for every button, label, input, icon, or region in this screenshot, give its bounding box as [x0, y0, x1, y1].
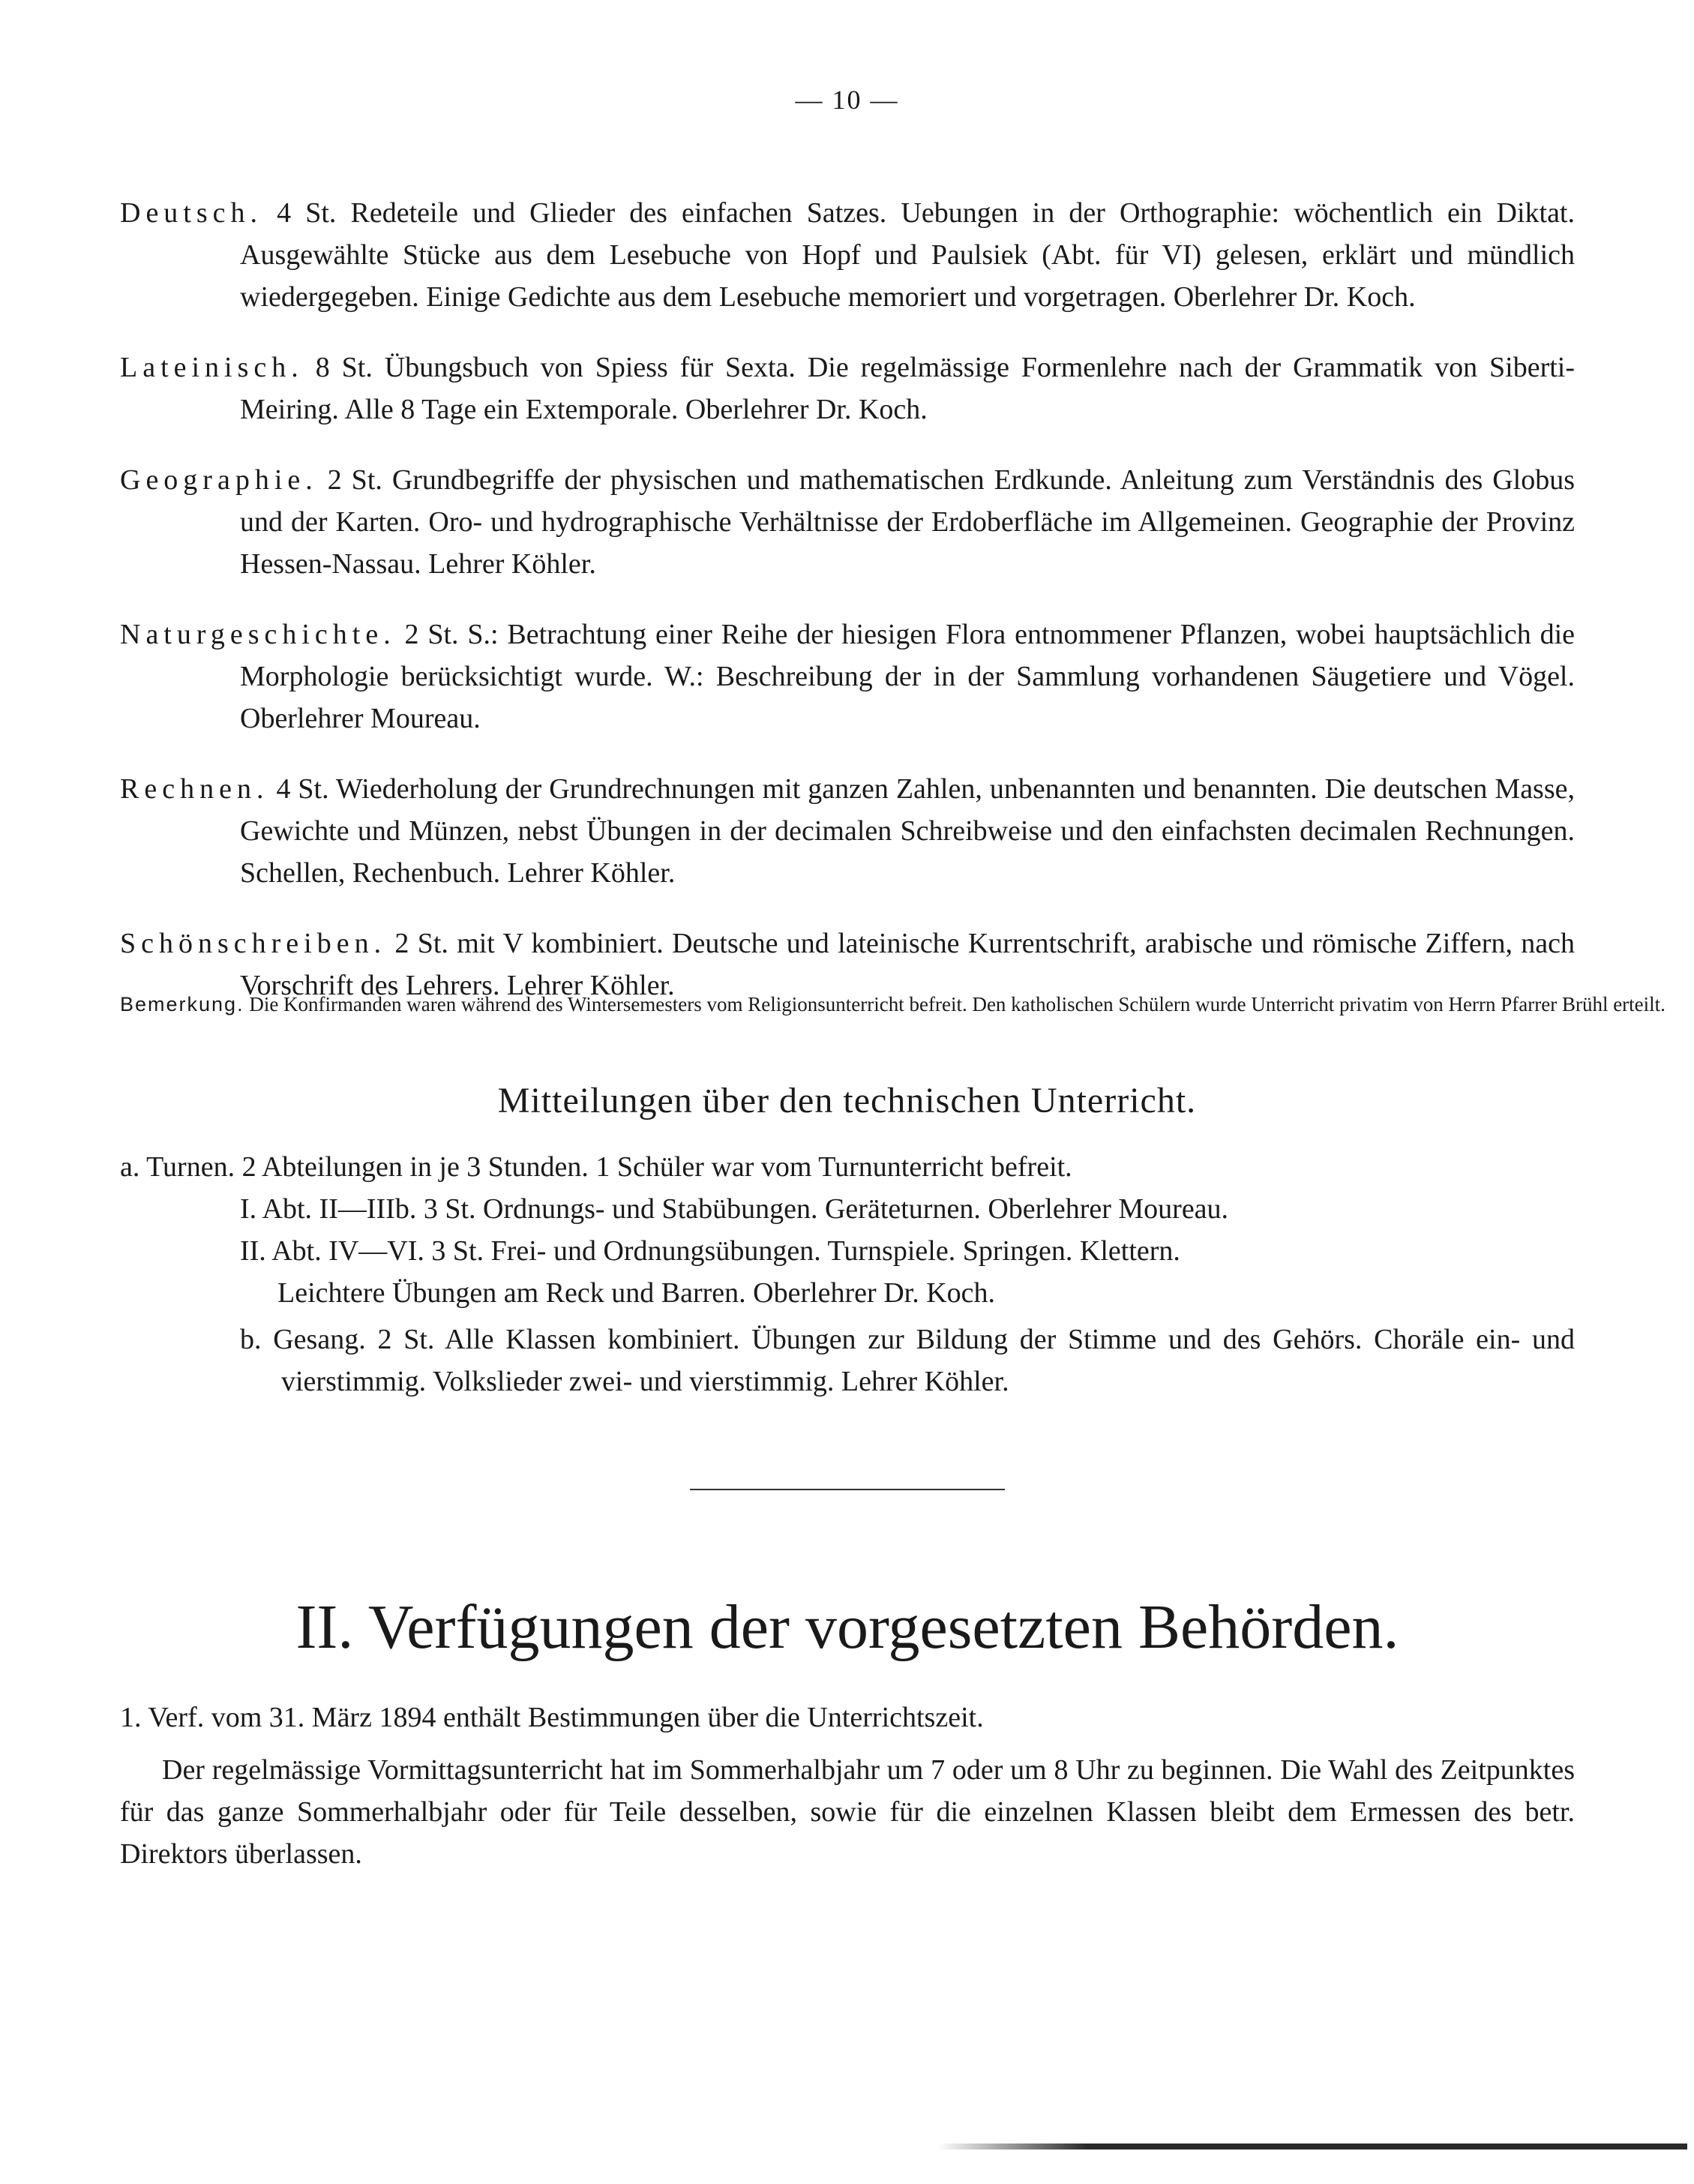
- scan-edge-mark: [937, 2144, 1687, 2150]
- page-number: — 10 —: [795, 85, 899, 115]
- subject-list: [120, 164, 1575, 1023]
- subject-name: Naturgeschichte.: [120, 619, 396, 650]
- remark-label: Bemerkung.: [120, 993, 244, 1016]
- chapter-title: II. Verfügungen der vorgesetzten Behörden.: [295, 1592, 1399, 1662]
- gesang-text: 2 St. Alle Klassen kombiniert. Übungen zur Bildung der Stimme und des Gehörs. Choräle ein- und vierstimmig. Volkslieder zwei- und vierstimmig. Lehrer Köhler.: [281, 1324, 1575, 1397]
- remark-text: Die Konfirmanden waren während des Wintersemesters vom Religionsunterricht befreit. Den katholischen Schülern wurde Unterricht privatim von Herrn Pfarrer Brühl erteilt.: [244, 993, 1666, 1016]
- subject-entry-deutsch: [120, 192, 1575, 318]
- subject-name: Deutsch.: [120, 197, 263, 229]
- subject-text: 8 St. Übungsbuch von Spiess für Sexta. Die regelmässige Formenlehre nach der Grammatik von Siberti-Meiring. Alle 8 Tage ein Extemporale. Oberlehrer Dr. Koch.: [240, 352, 1575, 425]
- subject-text: 2 St. Grundbegriffe der physischen und mathematischen Erdkunde. Anleitung zum Verständnis des Globus und der Karten. Oro- und hydrographische Verhältnisse der Erdoberfläche im Allgemeinen. Geographie der Provinz Hessen-Nassau. Lehrer Köhler.: [240, 464, 1575, 580]
- turnen-abt2-line2: Leichtere Übungen am Reck und Barren. Oberlehrer Dr. Koch.: [277, 1277, 996, 1309]
- turnen-label: a. Turnen.: [120, 1151, 235, 1183]
- turnen-abt2-line1: II. Abt. IV—VI. 3 St. Frei- und Ordnungsübungen. Turnspiele. Springen. Klettern.: [240, 1235, 1180, 1267]
- subject-entry-lateinisch: [120, 346, 1575, 430]
- subject-name: Rechnen.: [120, 773, 269, 805]
- subject-name: Geographie.: [120, 464, 318, 496]
- turnen-line: [120, 1146, 1575, 1188]
- gesang-entry: [120, 1318, 1575, 1402]
- subject-entry-geographie: [120, 459, 1575, 585]
- subject-entry-rechnen: [120, 768, 1575, 894]
- decree-heading: 1. Verf. vom 31. März 1894 enthält Bestimmungen über die Unterrichtszeit.: [120, 1702, 984, 1733]
- subject-entry-naturgeschichte: [120, 614, 1575, 740]
- turnen-abt1: I. Abt. II—IIIb. 3 St. Ordnungs- und Stabübungen. Geräteturnen. Oberlehrer Moureau.: [240, 1193, 1229, 1225]
- turnen-text: 2 Abteilungen in je 3 Stunden. 1 Schüler war vom Turnunterricht befreit.: [235, 1151, 1072, 1183]
- decree-section: [120, 1696, 1575, 1875]
- subject-text: 2 St. mit V kombiniert. Deutsche und lateinische Kurrentschrift, arabische und römische Ziffern, nach Vorschrift des Lehrers. Lehrer Köhler.: [240, 928, 1575, 1001]
- gesang-label: b. Gesang.: [240, 1324, 366, 1355]
- subject-name: Lateinisch.: [120, 352, 304, 383]
- section-divider: [690, 1489, 1005, 1490]
- subject-text: 4 St. Wiederholung der Grundrechnungen mit ganzen Zahlen, unbenannten und benannten. Die deutschen Masse, Gewichte und Münzen, nebst Übungen in der decimalen Schreibweise und den einfachsten decimalen Rechnungen. Schellen, Rechenbuch. Lehrer Köhler.: [240, 773, 1575, 889]
- decree-paragraph: Der regelmässige Vormittagsunterricht hat im Sommerhalbjahr um 7 oder um 8 Uhr zu beginnen. Die Wahl des Zeitpunktes für das ganze Sommerhalbjahr oder für Teile desselben, sowie für die einzelnen Klassen bleibt dem Ermessen des betr. Direktors überlassen.: [120, 1754, 1575, 1870]
- remark-note: [120, 988, 1694, 1021]
- technical-section-heading: Mitteilungen über den technischen Unterricht.: [497, 1081, 1197, 1120]
- subject-text: 2 St. S.: Betrachtung einer Reihe der hiesigen Flora entnommener Pflanzen, wobei hauptsächlich die Morphologie berücksichtigt wurde. W.: Beschreibung der in der Sammlung vorhandenen Säugetiere und Vögel. Oberlehrer Moureau.: [240, 619, 1575, 734]
- technical-instruction: [120, 1146, 1575, 1402]
- subject-name: Schönschreiben.: [120, 928, 387, 959]
- subject-text: 4 St. Redeteile und Glieder des einfachen Satzes. Uebungen in der Orthographie: wöchentlich ein Diktat. Ausgewählte Stücke aus dem Lesebuche von Hopf und Paulsiek (Abt. für VI) gelesen, erklärt und mündlich wiedergegeben. Einige Gedichte aus dem Lesebuche memoriert und vorgetragen. Oberlehrer Dr. Koch.: [240, 197, 1575, 313]
